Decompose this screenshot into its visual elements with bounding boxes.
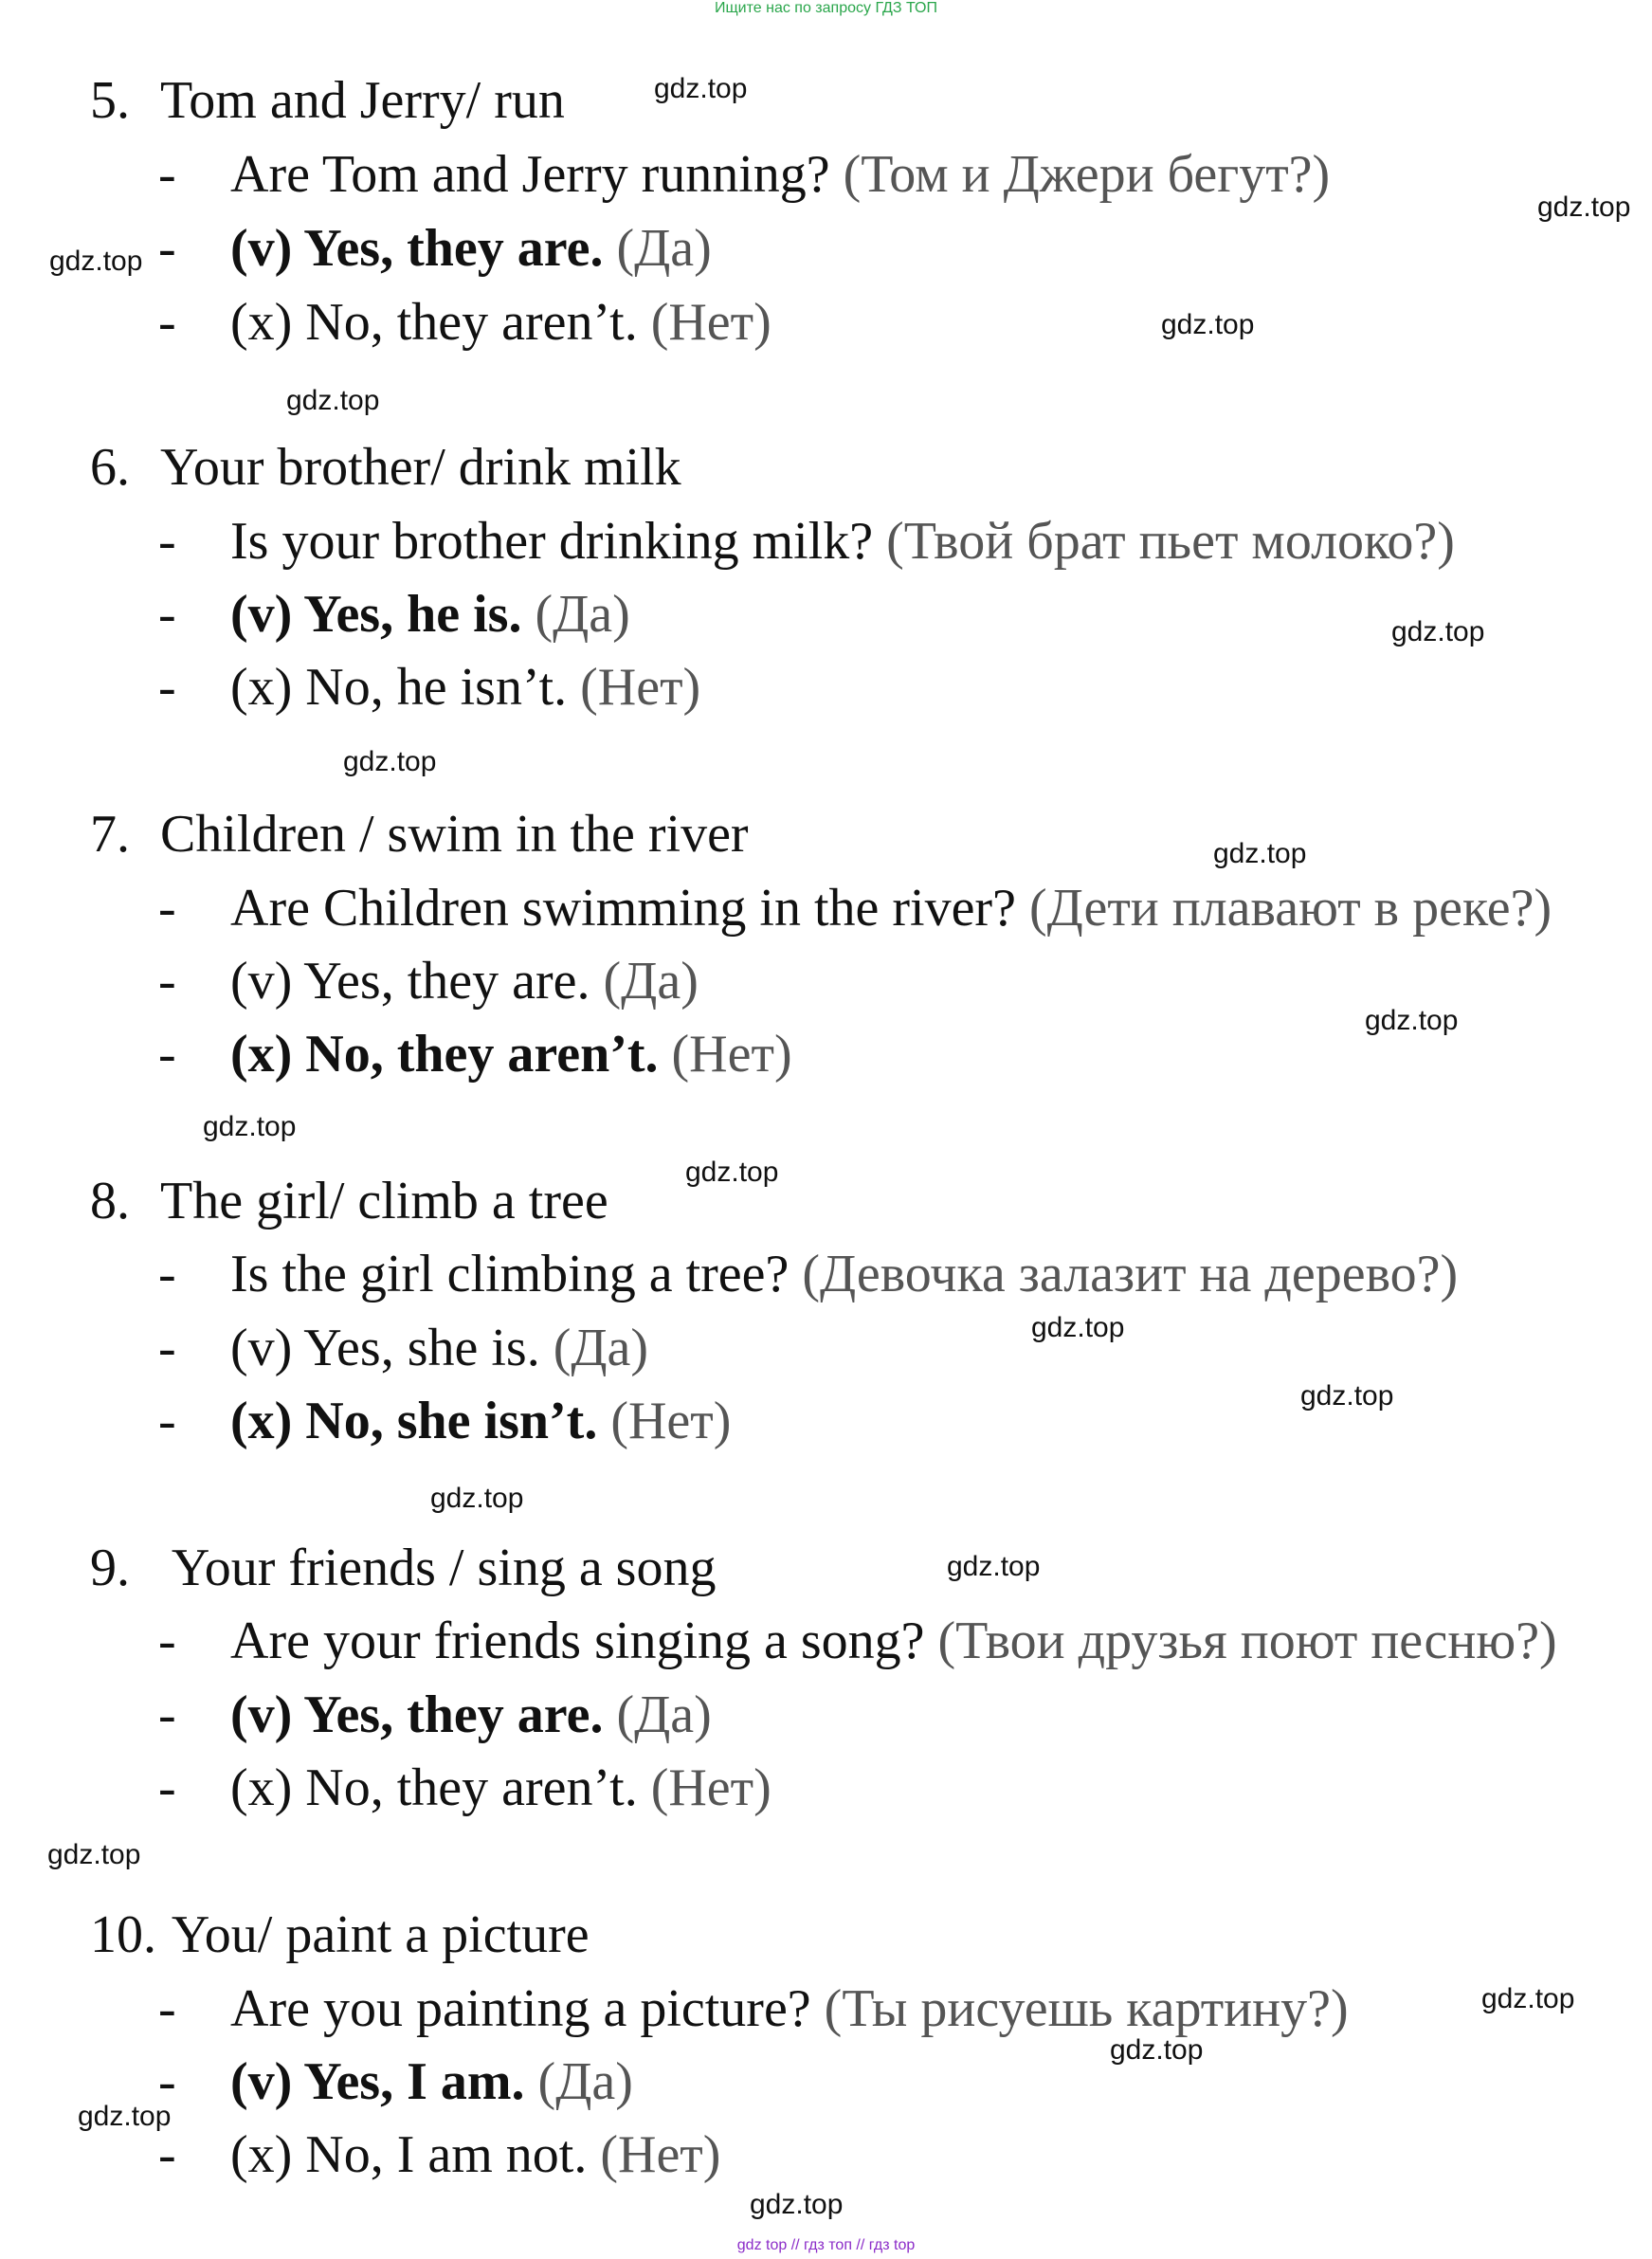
translation: (Да) <box>539 1319 649 1377</box>
exercise-title <box>90 1539 717 1597</box>
answer-line <box>158 658 701 717</box>
watermark: gdz.top <box>1391 616 1485 647</box>
answer-text: Are Tom and Jerry running? <box>230 145 830 204</box>
answer-line <box>158 1758 772 1817</box>
answer-strong: (v) Yes, he is. <box>230 585 522 644</box>
watermark: gdz.top <box>1300 1380 1394 1412</box>
watermark: gdz.top <box>654 73 748 104</box>
watermark: gdz.top <box>750 2189 844 2220</box>
watermark: gdz.top <box>286 385 380 416</box>
answer-line <box>158 145 1331 204</box>
watermark: gdz.top <box>1031 1312 1125 1343</box>
exercise-number: 5. <box>90 71 130 130</box>
translation: (Нет) <box>637 1758 772 1817</box>
translation: (Да) <box>590 952 699 1011</box>
answer-line <box>158 2125 721 2184</box>
exercise-number: 7. <box>90 805 130 864</box>
exercise-prompt: The girl/ climb a tree <box>160 1172 608 1230</box>
dash: - <box>158 512 176 571</box>
answer-strong: (x) No, they aren’t. <box>230 1025 659 1084</box>
answer-line <box>158 1321 648 1375</box>
answer-line <box>158 1245 1459 1303</box>
dash: - <box>158 2125 176 2184</box>
watermark: gdz.top <box>49 246 143 277</box>
answer-line <box>158 219 712 278</box>
answer-text: Are your friends singing a song? <box>230 1612 925 1670</box>
translation: (Том и Джери бегут?) <box>829 145 1331 204</box>
dash: - <box>158 585 176 644</box>
watermark: gdz.top <box>78 2101 172 2132</box>
answer-line <box>158 879 1552 938</box>
answer-text: (x) No, they aren’t. <box>230 1758 638 1817</box>
exercise-title <box>90 805 749 864</box>
translation: (Твои друзья поют песню?) <box>924 1612 1557 1670</box>
exercise-title <box>90 1905 590 1964</box>
dash: - <box>158 145 176 204</box>
dash: - <box>158 1758 176 1817</box>
watermark: gdz.top <box>1110 2034 1204 2066</box>
translation: (Да) <box>603 219 712 278</box>
answer-line <box>158 512 1455 571</box>
dash: - <box>158 1319 176 1377</box>
watermark: gdz.top <box>947 1551 1041 1582</box>
dash: - <box>158 1245 176 1303</box>
answer-strong: (v) Yes, they are. <box>230 1685 604 1744</box>
answer-line <box>158 2052 633 2111</box>
exercise-title <box>90 1172 608 1230</box>
answer-line <box>158 293 772 352</box>
exercise-number: 10. <box>90 1905 156 1964</box>
exercise-title <box>90 438 681 497</box>
watermark: gdz.top <box>203 1111 297 1142</box>
watermark: gdz.top <box>1365 1005 1459 1036</box>
watermark: gdz.top <box>685 1157 779 1188</box>
translation: (Дети плавают в реке?) <box>1015 879 1552 938</box>
exercise-prompt: Your friends / sing a song <box>160 1539 717 1597</box>
answer-text: Are you painting a picture? <box>230 1979 811 2038</box>
exercise-number: 6. <box>90 438 130 497</box>
answer-line <box>158 1025 792 1084</box>
exercise-prompt: You/ paint a picture <box>160 1905 590 1964</box>
watermark: gdz.top <box>1161 309 1255 340</box>
dash: - <box>158 1025 176 1084</box>
translation: (Нет) <box>658 1025 792 1084</box>
dash: - <box>158 219 176 278</box>
answer-text: (x) No, I am not. <box>230 2125 588 2184</box>
translation: (Ты рисуешь картину?) <box>810 1979 1349 2038</box>
answer-line <box>158 585 630 644</box>
dash: - <box>158 1979 176 2038</box>
answer-strong: (x) No, she isn’t. <box>230 1392 598 1450</box>
dash: - <box>158 1612 176 1670</box>
dash: - <box>158 1392 176 1450</box>
translation: (Да) <box>603 1685 712 1744</box>
answer-text: (v) Yes, they are. <box>230 952 590 1011</box>
answer-line <box>158 1685 712 1744</box>
translation: (Нет) <box>587 2125 721 2184</box>
dash: - <box>158 2052 176 2111</box>
watermark: gdz.top <box>1481 1983 1575 2014</box>
answer-line <box>158 1394 731 1448</box>
translation: (Нет) <box>567 658 701 717</box>
exercise-title <box>90 71 565 130</box>
watermark: gdz.top <box>430 1483 524 1514</box>
dash: - <box>158 879 176 938</box>
answer-strong: (v) Yes, I am. <box>230 2052 525 2111</box>
answer-text: (v) Yes, she is. <box>230 1319 540 1377</box>
watermark: gdz.top <box>47 1839 141 1870</box>
exercise-prompt: Your brother/ drink milk <box>160 438 681 497</box>
answer-text: Is the girl climbing a tree? <box>230 1245 790 1303</box>
watermark: gdz.top <box>343 746 437 777</box>
watermark: gdz.top <box>1537 191 1631 223</box>
dash: - <box>158 1685 176 1744</box>
translation: (Нет) <box>637 293 772 352</box>
exercise-number: 8. <box>90 1172 130 1230</box>
translation: (Да) <box>524 2052 633 2111</box>
answer-line <box>158 1979 1349 2038</box>
exercise-prompt: Children / swim in the river <box>160 805 749 864</box>
translation: (Да) <box>521 585 630 644</box>
exercise-prompt: Tom and Jerry/ run <box>160 71 565 130</box>
translation: (Девочка залазит на дерево?) <box>789 1245 1459 1303</box>
dash: - <box>158 293 176 352</box>
answer-line <box>158 952 699 1011</box>
answer-line <box>158 1612 1557 1670</box>
page-header: Ищите нас по запросу ГДЗ ТОП <box>715 0 937 16</box>
answer-text: Is your brother drinking milk? <box>230 512 874 571</box>
answer-text: Are Children swimming in the river? <box>230 879 1016 938</box>
answer-text: (x) No, he isn’t. <box>230 658 568 717</box>
page-footer: gdz top // гдз топ // гдз top <box>736 2237 916 2253</box>
answer-text: (x) No, they aren’t. <box>230 293 638 352</box>
translation: (Твой брат пьет молоко?) <box>873 512 1455 571</box>
answer-strong: (v) Yes, they are. <box>230 219 604 278</box>
dash: - <box>158 952 176 1011</box>
dash: - <box>158 658 176 717</box>
translation: (Нет) <box>597 1392 732 1450</box>
exercise-number: 9. <box>90 1539 130 1597</box>
watermark: gdz.top <box>1213 838 1307 869</box>
